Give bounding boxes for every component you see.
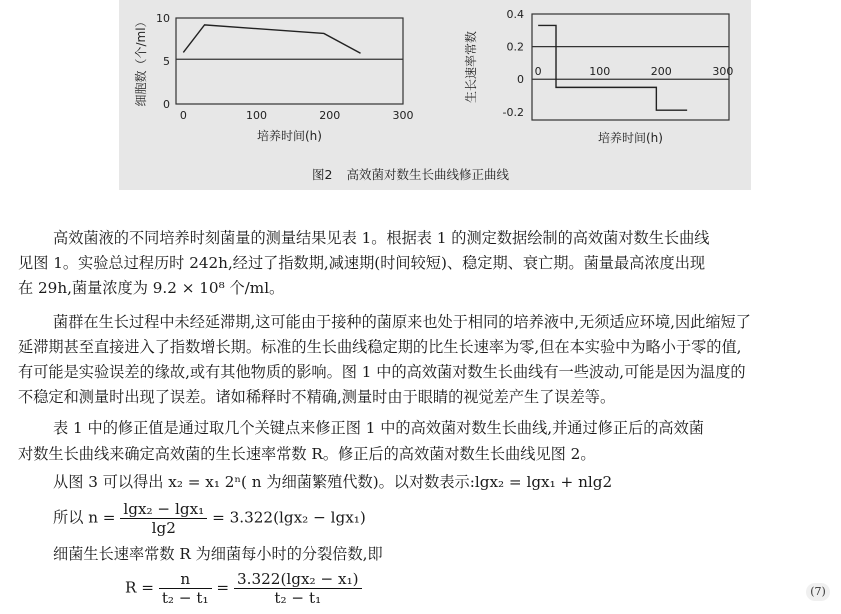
fraction-numerator: n [159, 570, 212, 589]
equation-fraction [120, 500, 207, 537]
chart2-frame [532, 14, 729, 120]
figure-caption [312, 165, 509, 183]
equation-n [53, 500, 366, 537]
text-line: 延滞期甚至直接进入了指数增长期。标准的生长曲线稳定期的比生长速率为零,但在本实验中为略小于零的值, [18, 338, 742, 356]
figure-charts [119, 0, 751, 190]
chart2-y-tick-label: 0 [517, 73, 524, 87]
equation-r [125, 570, 362, 607]
text-line: 从图 3 可以得出 x₂ = x₁ 2ⁿ( n 为细菌繁殖代数)。以对数表示:lgx₂ = lgx₁ + nlg2 [53, 473, 613, 491]
chart2-y-axis-label: 生长速率常数 [464, 30, 478, 104]
chart2-y-tick-label: -0.2 [502, 105, 524, 119]
chart2-x-tick-label: 200 [650, 65, 672, 79]
fraction-numerator: lgx₂ − lgx₁ [120, 500, 207, 519]
chart2-x-tick-label: 0 [534, 65, 542, 79]
fraction-denominator: lg2 [151, 519, 176, 537]
text-line: 菌群在生长过程中未经延滞期,这可能由于接种的菌原来也处于相同的培养液中,无须适应环境,因此缩短了 [53, 313, 751, 331]
chart2-x-tick-label: 300 [712, 65, 734, 79]
equation-prefix: 所以 n = [53, 508, 116, 527]
fraction-numerator: 3.322(lgx₂ − x₁) [234, 570, 362, 589]
chart2-y-tick-label: 0.2 [506, 40, 524, 54]
chart1-y-tick-label: 10 [156, 12, 170, 25]
fraction-denominator: t₂ − t₁ [161, 589, 209, 607]
chart1-series-line [183, 25, 360, 53]
caption-number: 图2 [312, 167, 333, 182]
text-line: 在 29h,菌量浓度为 9.2 × 10⁸ 个/ml。 [18, 279, 285, 297]
text-line: 表 1 中的修正值是通过取几个关键点来修正图 1 中的高效菌对数生长曲线,并通过修正后的高效菌 [53, 419, 704, 437]
page-number-badge: (7) [806, 583, 830, 601]
fraction-denominator: t₂ − t₁ [274, 589, 322, 607]
chart2-x-tick-label: 100 [589, 65, 611, 79]
text-line: 不稳定和测量时出现了误差。诸如稀释时不精确,测量时由于眼睛的视觉差产生了误差等。 [18, 388, 616, 406]
text-line: 细菌生长速率常数 R 为细菌每小时的分裂倍数,即 [53, 545, 383, 563]
text-line: 高效菌液的不同培养时刻菌量的测量结果见表 1。根据表 1 的测定数据绘制的高效菌对数生长曲线 [53, 229, 710, 247]
chart2-x-axis-label: 培养时间(h) [598, 131, 663, 145]
chart1-x-tick-label: 100 [246, 109, 268, 122]
equation-fraction [234, 570, 362, 607]
chart1-x-tick-label: 0 [179, 109, 187, 122]
chart1-x-tick-label: 200 [319, 109, 341, 122]
chart1-x-axis-label: 培养时间(h) [257, 129, 322, 143]
caption-text: 高效菌对数生长曲线修正曲线 [346, 167, 509, 182]
equation-equals: = [216, 578, 230, 597]
figure-2 [119, 0, 751, 190]
chart1-y-axis-label: 细胞数（个/ml） [134, 15, 148, 107]
chart1-y-tick-label: 0 [163, 98, 170, 111]
equation-prefix: R = [125, 578, 154, 597]
equation-rhs: = 3.322(lgx₂ − lgx₁) [212, 508, 366, 527]
chart2-y-tick-label: 0.4 [506, 8, 524, 21]
equation-fraction [159, 570, 212, 607]
chart1-y-tick-label: 5 [163, 55, 170, 68]
text-line: 有可能是实验误差的缘故,或有其他物质的影响。图 1 中的高效菌对数生长曲线有一些波动,可能是因为温度的 [18, 363, 746, 381]
text-line: 见图 1。实验总过程历时 242h,经过了指数期,减速期(时间较短)、稳定期、衰亡期。菌量最高浓度出现 [18, 254, 706, 272]
chart1-x-tick-label: 300 [392, 109, 414, 122]
text-line: 对数生长曲线来确定高效菌的生长速率常数 R。修正后的高效菌对数生长曲线见图 2。 [18, 445, 596, 463]
